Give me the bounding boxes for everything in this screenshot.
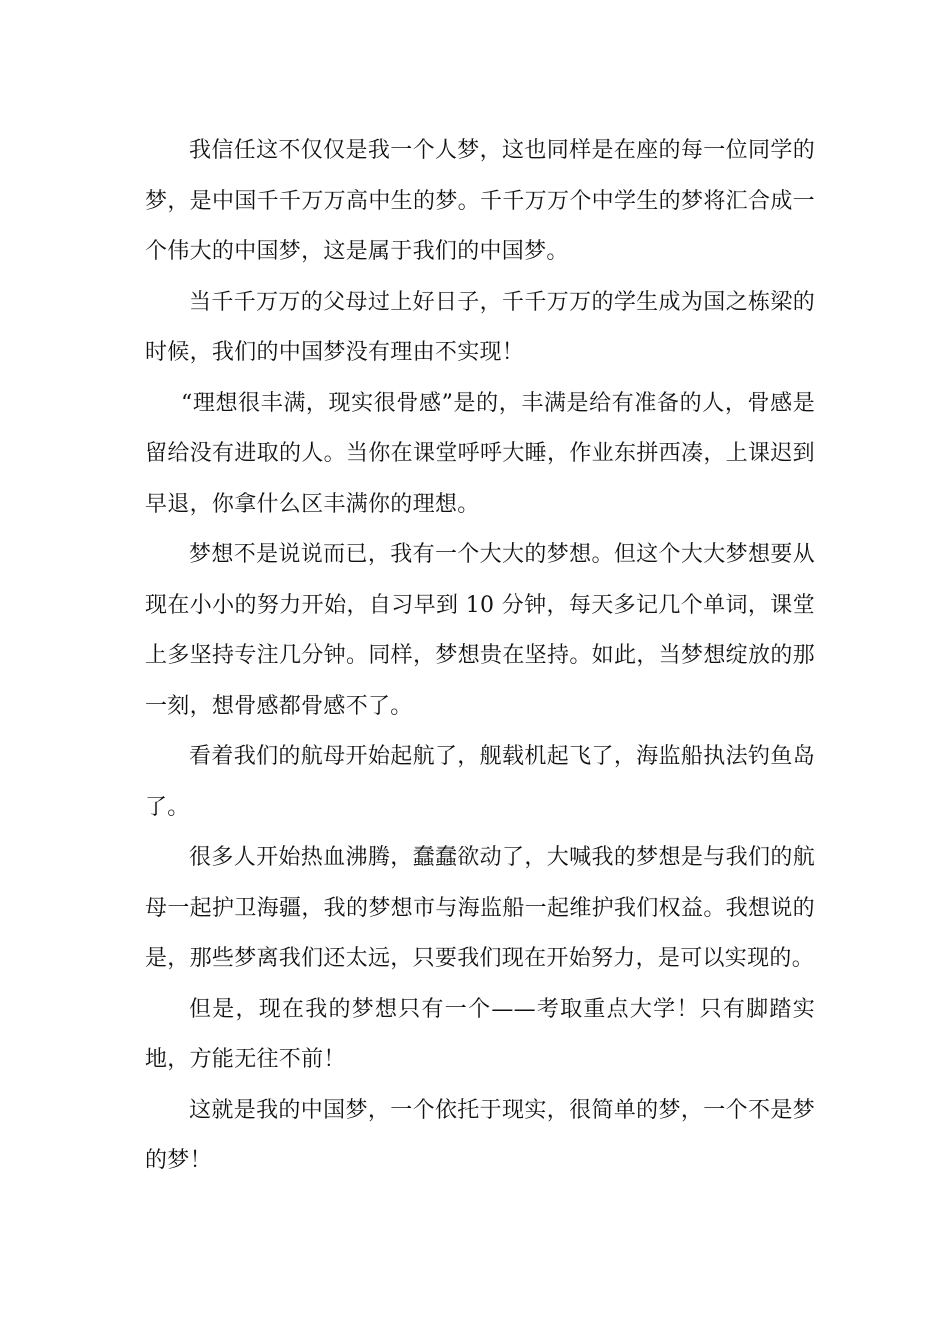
paragraph-8: 这就是我的中国梦，一个依托于现实，很简单的梦，一个不是梦的梦！: [145, 1097, 815, 1173]
paragraph-5: 看着我们的航母开始起航了，舰载机起飞了，海监船执法钓鱼岛了。: [145, 744, 815, 820]
document-body: [145, 126, 815, 1187]
paragraph-2: 当千千万万的父母过上好日子，千千万万的学生成为国之栋梁的时候，我们的中国梦没有理由不实现！: [145, 289, 815, 365]
paragraph-6: 很多人开始热血沸腾，蠢蠢欲动了，大喊我的梦想是与我们的航母一起护卫海疆，我的梦想市与海监船一起维护我们权益。我想说的是，那些梦离我们还太远，只要我们现在开始努力，是可以实现的。: [145, 845, 815, 971]
paragraph-7: 但是，现在我的梦想只有一个——考取重点大学！只有脚踏实地，方能无往不前！: [145, 996, 815, 1072]
paragraph-1: 我信任这不仅仅是我一个人梦，这也同样是在座的每一位同学的梦，是中国千千万万高中生的梦。千千万万个中学生的梦将汇合成一个伟大的中国梦，这是属于我们的中国梦。: [145, 138, 815, 264]
paragraph-4: 梦想不是说说而已，我有一个大大的梦想。但这个大大梦想要从现在小小的努力开始，自习早到 10 分钟，每天多记几个单词，课堂上多坚持专注几分钟。同样，梦想贵在坚持。如此，当梦想绽放的那一刻，想骨感都骨感不了。: [145, 542, 815, 719]
paragraph-3: “理想很丰满，现实很骨感”是的，丰满是给有准备的人，骨感是留给没有进取的人。当你在课堂呼呼大睡，作业东拼西凑，上课迟到早退，你拿什么区丰满你的理想。: [145, 390, 815, 517]
